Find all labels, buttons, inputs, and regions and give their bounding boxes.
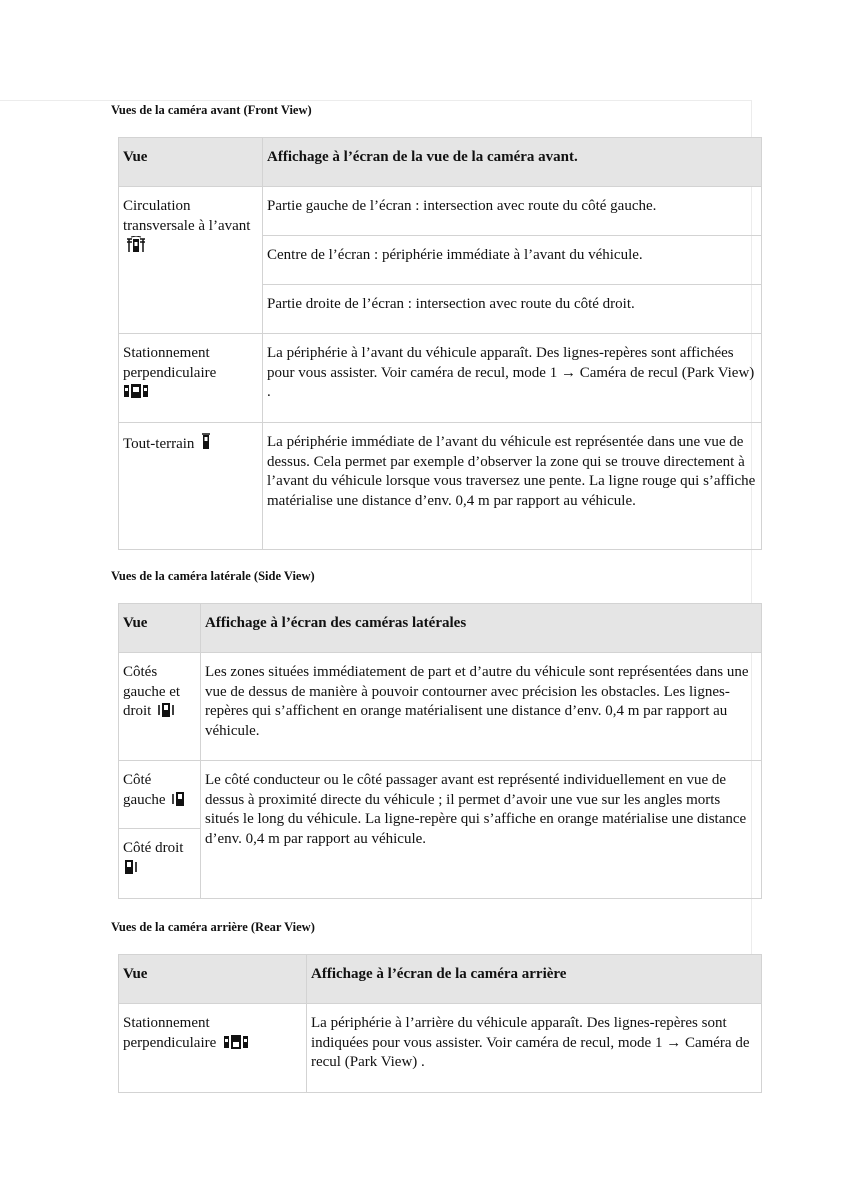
view-label-cell bbox=[119, 423, 263, 550]
parking-front-icon bbox=[123, 383, 149, 399]
description-cell: La périphérie à l’avant du véhicule apparaît. Des lignes-repères sont affichées pour vous assister. Voir caméra de recul, mode 1 → Caméra de recul (Park View) . bbox=[263, 334, 762, 423]
header-display: Affichage à l’écran de la vue de la caméra avant. bbox=[263, 138, 762, 187]
rear-view-table bbox=[118, 954, 762, 1093]
view-label-cell bbox=[119, 829, 201, 899]
view-label: Côté gauche bbox=[123, 772, 166, 808]
view-label-cell bbox=[119, 761, 201, 829]
off-road-icon bbox=[201, 433, 211, 451]
table-header-row bbox=[119, 138, 762, 187]
view-label-cell bbox=[119, 1004, 307, 1093]
description-cell: Les zones situées immédiatement de part et d’autre du véhicule sont représentées dans une vue de dessus de manière à pouvoir contourner avec précision les obstacles. Les lignes-repères qui s’affichent en orange matérialisent une distance d’env. 0,4 m par rapport au véhicule. bbox=[201, 653, 762, 761]
both-sides-icon bbox=[158, 702, 174, 718]
table-row bbox=[119, 423, 762, 550]
side-view-table bbox=[118, 603, 762, 899]
front-view-table bbox=[118, 137, 762, 550]
view-label: Circulation transversale à l’avant bbox=[123, 198, 251, 234]
parking-rear-icon bbox=[223, 1034, 249, 1050]
view-label: Côté droit bbox=[123, 840, 184, 856]
view-label: Tout-terrain bbox=[123, 436, 195, 452]
view-label-cell bbox=[119, 187, 263, 334]
header-vue: Vue bbox=[119, 955, 307, 1004]
header-display: Affichage à l’écran des caméras latérales bbox=[201, 604, 762, 653]
header-vue: Vue bbox=[119, 138, 263, 187]
description-cell: Le côté conducteur ou le côté passager avant est représenté individuellement en vue de dessus à proximité directe du véhicule ; il permet d’avoir une vue sur les angles morts situés le long du véhicule. La ligne-repère qui s’affiche en orange matérialise une distance d’env. 0,4 m par rapport au véhicule. bbox=[201, 761, 762, 899]
right-side-icon bbox=[123, 859, 137, 875]
rear-view-caption: Vues de la caméra arrière (Rear View) bbox=[111, 920, 315, 934]
description-cell: La périphérie immédiate de l’avant du véhicule est représentée dans une vue de dessus. Cela permet par exemple d’observer la zone qui se trouve directement à l’avant du véhicule lorsque vous traversez une pente. La ligne rouge qui s’affiche matérialise une distance d’env. 0,4 m par rapport au véhicule. bbox=[263, 423, 762, 550]
side-view-caption: Vues de la caméra latérale (Side View) bbox=[111, 569, 315, 583]
table-row bbox=[119, 1004, 762, 1093]
header-display: Affichage à l’écran de la caméra arrière bbox=[307, 955, 762, 1004]
table-row bbox=[119, 653, 762, 761]
cross-traffic-icon bbox=[126, 236, 146, 254]
front-view-caption: Vues de la caméra avant (Front View) bbox=[111, 103, 312, 117]
description-cell: Partie droite de l’écran : intersection avec route du côté droit. bbox=[263, 285, 762, 334]
table-header-row bbox=[119, 604, 762, 653]
table-header-row bbox=[119, 955, 762, 1004]
view-label: Stationnement perpendiculaire bbox=[123, 1015, 217, 1051]
view-label-cell bbox=[119, 334, 263, 423]
description-cell: Partie gauche de l’écran : intersection avec route du côté gauche. bbox=[263, 187, 762, 236]
view-label-cell bbox=[119, 653, 201, 761]
description-cell: Centre de l’écran : périphérie immédiate à l’avant du véhicule. bbox=[263, 236, 762, 285]
view-label: Stationnement perpendiculaire bbox=[123, 345, 217, 381]
table-row bbox=[119, 187, 762, 236]
header-vue: Vue bbox=[119, 604, 201, 653]
table-row bbox=[119, 334, 762, 423]
description-cell: La périphérie à l’arrière du véhicule apparaît. Des lignes-repères sont indiquées pour vous assister. Voir caméra de recul, mode 1 → Caméra de recul (Park View) . bbox=[307, 1004, 762, 1093]
left-side-icon bbox=[172, 791, 186, 807]
table-row bbox=[119, 761, 762, 829]
view-label: Côtés gauche et droit bbox=[123, 664, 181, 719]
page-top-rule bbox=[0, 100, 752, 101]
